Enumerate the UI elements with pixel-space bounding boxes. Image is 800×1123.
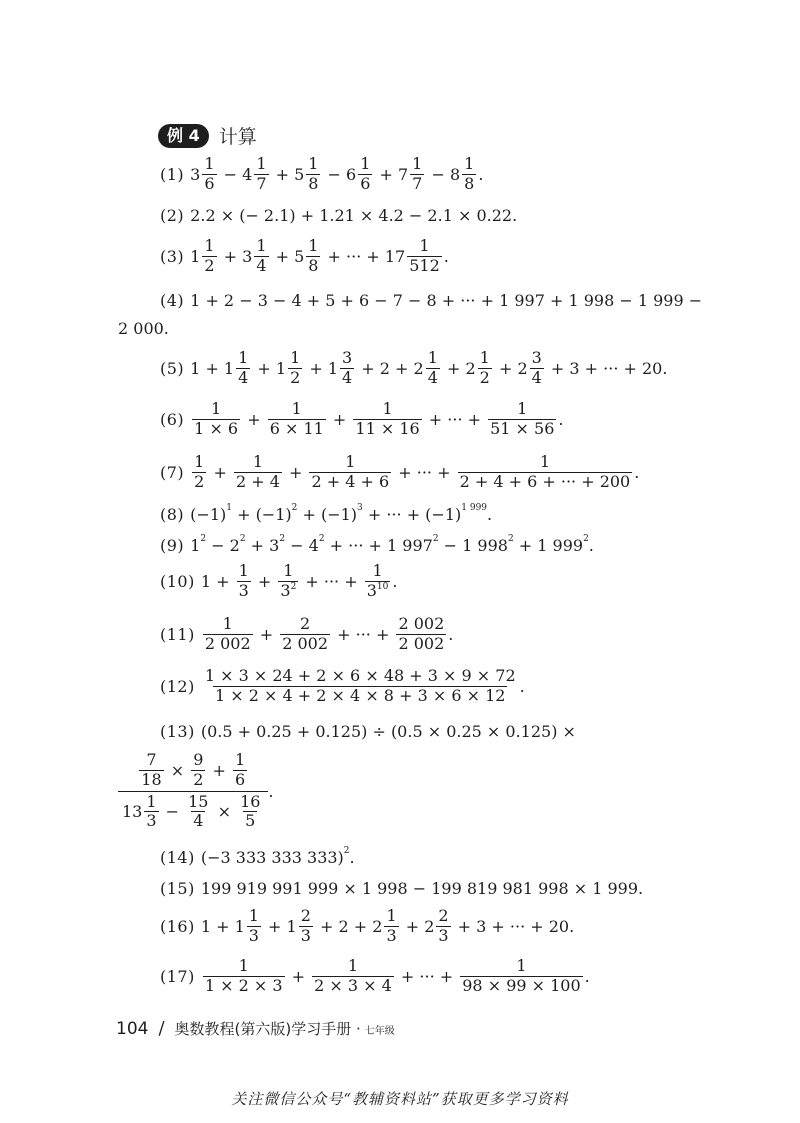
- fraction: 1 7: [256, 154, 267, 193]
- problem-17: (17) 1 1 × 2 × 3 + $\frac{1}{2 \times 3 \times 4}$ + ··· + $\frac{1}{98 \times 99 \times 100}$ .: [160, 956, 590, 995]
- problem-number: (5): [160, 358, 185, 378]
- fraction: 1 2: [204, 236, 215, 275]
- footer-slash: /: [158, 1018, 165, 1039]
- fraction: $\frac{1}{2 \times 3 \times 4}$: [314, 956, 392, 995]
- problem-number: (14): [160, 848, 195, 867]
- problem-14: (14) (−3 333 333 333) 2 .: [160, 845, 355, 867]
- problem-16: (16) 1 + 1 1 3 + 1 2 3 + 2 + 2 1 3 + 2 2 3 + 3 + ··· + 20.: [160, 906, 575, 945]
- fraction: $\frac{1}{6}$: [234, 750, 246, 789]
- fraction: 1 512: [409, 236, 440, 275]
- problem-number: (11): [160, 624, 195, 644]
- fraction: 3 4: [531, 348, 542, 387]
- problem-number: (10): [160, 571, 195, 591]
- problem-12: (12) 1 × 3 × 24 + 2 × 6 × 48 + 3 × 9 × 72 1 × 2 × 4 + 2 × 4 × 8 + 3 × 6 × 12 .: [160, 666, 525, 705]
- exponent: 1: [226, 502, 232, 513]
- operator: + 5: [270, 164, 305, 184]
- fraction: 1 2 002: [204, 614, 251, 653]
- fraction: $\frac{1}{2 + 4 + 6}$: [311, 452, 390, 491]
- fraction: 1 6: [204, 154, 215, 193]
- fraction: 1 1 × 2 × 3: [204, 956, 283, 995]
- fraction: 1 8: [308, 154, 319, 193]
- fraction: $\frac{1}{3^{10}}$: [366, 561, 389, 600]
- fraction: 1 1 × 6: [194, 399, 239, 438]
- problem-number: (12): [160, 676, 195, 696]
- problem-10: (10) 1 + $\frac{1}{3}$ + $\frac{1}{3^2}$ + ··· + $\frac{1}{3^{10}}$ .: [160, 561, 398, 600]
- expression: (0.5 + 0.25 + 0.125) ÷ (0.5 × 0.25 × 0.125) ×: [200, 722, 576, 741]
- compound-fraction: $\frac{7}{18}$ × $\frac{9}{2}$ + $\frac{1}{6}$ 13 1 3 − $\frac{15}{4}$ × $\frac{16}{5}$: [118, 752, 268, 830]
- problem-9: (9) 1 2 − 2 2 + 3 2 − 4 2 + ··· + 1 997 2 − 1 998 2 + 1 999 2 .: [160, 533, 594, 555]
- exponent: 3: [357, 502, 363, 513]
- fraction: $\frac{7}{18}$: [141, 750, 162, 789]
- problem-7: (7) 1 2 + $\frac{1}{2 + 4}$ + $\frac{1}{2 + 4 + 6}$ + ··· + $\frac{1}{2 + 4 + 6 + \cdot\cdot\cdot + 200}$ .: [160, 452, 640, 491]
- problem-11: (11) 1 2 002 + $\frac{2}{2 002}$ + ··· + $\frac{2 002}{2 002}$ .: [160, 614, 454, 653]
- example-heading: [158, 122, 257, 149]
- operator: − 4: [218, 164, 253, 184]
- example-badge: 例 4: [158, 124, 209, 148]
- fraction: $\frac{9}{2}$: [193, 750, 204, 789]
- page-number: 104: [116, 1019, 149, 1039]
- expression: 2.2 × (− 2.1) + 1.21 × 4.2 − 2.1 × 0.22.: [190, 206, 518, 225]
- fraction: 1 8: [308, 236, 319, 275]
- whole-number: 3: [190, 164, 201, 184]
- fraction: 1 2: [194, 452, 205, 491]
- fraction: 1 2: [479, 348, 490, 387]
- fraction: $\frac{1}{11 \times 16}$: [355, 399, 420, 438]
- problem-number: (1): [160, 164, 185, 184]
- operator: + 7: [374, 164, 409, 184]
- operator: − 8: [426, 164, 461, 184]
- fraction: 1 4: [427, 348, 438, 387]
- exponent: 2: [291, 502, 298, 513]
- fraction: 1 3: [386, 906, 397, 945]
- fraction: $\frac{1}{3}$: [238, 561, 249, 600]
- problem-4-continuation: 2 000.: [118, 319, 169, 338]
- problem-number: (3): [160, 246, 185, 266]
- problem-3: (3) 1 1 2 + 3 1 4 + 5 1 8 + ··· + 17 1 512 .: [160, 236, 449, 275]
- fraction: $\frac{1}{51 \times 56}$: [490, 399, 555, 438]
- problem-13-continuation: $\frac{7}{18}$ × $\frac{9}{2}$ + $\frac{1}{6}$ 13 1 3 − $\frac{15}{4}$ × $\frac{16}{5}$ .: [118, 752, 274, 830]
- fraction: $\frac{1}{6 \times 11}$: [269, 399, 324, 438]
- fraction: 2 3: [438, 906, 449, 945]
- fraction: $\frac{1}{2 + 4 + 6 + \cdot\cdot\cdot + 200}$: [459, 452, 631, 491]
- exponent: 2: [343, 845, 350, 856]
- problem-6: (6) 1 1 × 6 + $\frac{1}{6 \times 11}$ + $\frac{1}{11 \times 16}$ + ··· + $\frac{1}{51 \times 56}$ .: [160, 399, 564, 438]
- fraction: $\frac{1}{2 + 4}$: [235, 452, 280, 491]
- problem-number: (6): [160, 409, 185, 429]
- problem-number: (8): [160, 505, 185, 524]
- operator: − 6: [322, 164, 357, 184]
- problem-5: (5) 1 + 1 1 4 + 1 1 2 + 1 3 4 + 2 + 2 1 4 + 2 1 2 + 2 3 4 + 3 + ··· + 20.: [160, 348, 668, 387]
- problem-13: [160, 722, 576, 741]
- watermark-notice: 关注微信公众号“教辅资料站”获取更多学习资料: [231, 1090, 569, 1108]
- fraction: 1 3: [146, 791, 157, 831]
- fraction: $\frac{2}{2 002}$: [282, 614, 329, 653]
- problem-number: (16): [160, 916, 195, 936]
- problem-number: (9): [160, 536, 185, 555]
- expression: 199 919 991 999 × 1 998 − 199 819 981 998 × 1 999.: [200, 879, 644, 898]
- fraction: 1 2: [290, 348, 301, 387]
- problem-15: [160, 879, 643, 898]
- problem-1: (1) 3 1 6 − 4 1 7 + 5 1 8 − 6 1 6 + 7 1 7 − 8 1 8 .: [160, 154, 484, 193]
- problem-2: [160, 206, 517, 225]
- fraction: 1 6: [360, 154, 371, 193]
- fraction: 2 3: [300, 906, 311, 945]
- fraction: $\frac{2 002}{2 002}$: [398, 614, 445, 653]
- fraction: $\frac{15}{4}$: [188, 791, 209, 831]
- problem-4: [160, 291, 702, 310]
- exponent: 1 999: [461, 502, 488, 513]
- expression: 1 + 2 − 3 − 4 + 5 + 6 − 7 − 8 + ··· + 1 997 + 1 998 − 1 999 −: [190, 291, 703, 310]
- fraction: $\frac{16}{5}$: [240, 791, 261, 831]
- problem-8: (8) (−1) 1 + (−1) 2 + (−1) 3 + ··· + (−1) 1 999 .: [160, 502, 493, 524]
- problem-number: (2): [160, 206, 185, 225]
- fraction: 1 × 3 × 24 + 2 × 6 × 48 + 3 × 9 × 72 1 × 2 × 4 + 2 × 4 × 8 + 3 × 6 × 12: [204, 666, 516, 705]
- fraction: $\frac{1}{98 \times 99 \times 100}$: [462, 956, 581, 995]
- fraction: 1 3: [248, 906, 259, 945]
- book-title: 奥数教程(第六版)学习手册 ·: [174, 1020, 361, 1038]
- fraction: $\frac{1}{3^2}$: [280, 561, 297, 600]
- problem-number: (15): [160, 879, 195, 898]
- example-title: 计算: [218, 126, 257, 148]
- problem-number: (4): [160, 291, 185, 310]
- fraction: 1 7: [412, 154, 423, 193]
- fraction: 1 8: [464, 154, 475, 193]
- fraction: 3 4: [342, 348, 353, 387]
- problem-number: (13): [160, 722, 195, 741]
- problem-number: (7): [160, 462, 185, 482]
- grade-label: 七年级: [364, 1026, 395, 1037]
- fraction: 1 4: [238, 348, 249, 387]
- fraction: 1 4: [256, 236, 267, 275]
- problem-number: (17): [160, 966, 195, 986]
- page-footer: [116, 1018, 395, 1039]
